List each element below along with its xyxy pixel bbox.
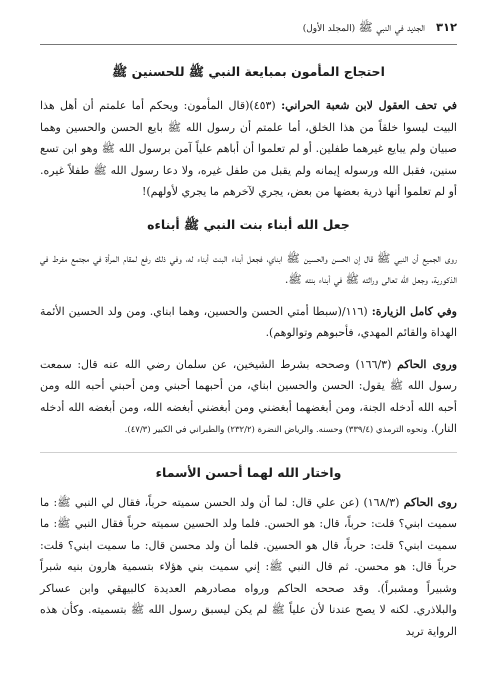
- section-heading-mamun: احتجاج المأمون بمبايعة النبي ﷺ للحسنين ﷺ: [112, 64, 385, 79]
- paragraph-text: (١٦٦/٣) وصححه بشرط الشيخين، عن سلمان رضي الله عنه قال: سمعت رسول الله ﷺ يقول: الحسن والحسين ابناي، من أحبهما أحبني ومن أحبني أحبه الله ومن أحبه الله أدخله الجنة، ومن أبغضهما أبغضني ومن أبغضني أبغضه الله، ومن أبغضه الله أدخله النار).: [40, 357, 457, 435]
- paragraph-sons-intro: [40, 248, 457, 291]
- paragraph-hakim-salman: [40, 354, 457, 442]
- source-note: ونحوه الترمذي (٣٣٩/٤) وحسنه. والرياض النضرة (٢٣٢/٢) والطبراني في الكبير (٤٧/٣).: [124, 425, 428, 435]
- paragraph-text: روى الجميع أن النبي ﷺ قال إن الحسن والحسين ﷺ ابناي، فجعل أبناء البنت أبناء له، وفي ذلك رفع لمقام المرأة في مجتمع مفرط في الذكورية، وجعل الله تعالى وراثته ﷺ في أبناء بنته ﷺ.: [40, 251, 457, 286]
- page-content: [40, 64, 457, 652]
- book-title: الجديد في النبي ﷺ: [358, 20, 425, 34]
- paragraph-hakim-names: [40, 492, 457, 643]
- paragraph-text: (١١٦/(سبطا أمتي الحسن والحسين، وهما ابناي. ومن ولد الحسين الأئمة الهداة والقائم المهدي، فأحبوهم وتوالوهم).: [40, 304, 457, 339]
- paragraph-text: (١٦٨/٣) (عن علي قال: لما أن ولد الحسن سميته حرباً، فقال لي النبي ﷺ: ما سميت ابني؟ قلت: حرباً، قال: هو الحسن. فلما ولد الحسين سميته حرباً فقال النبي ﷺ: ما سميت ابني؟ قلت: حرباً، قال هو الحسين. فلما أن ولد محسن قال: ما سميت ابني؟ قلت: حرباً قال: هو محسن. ثم قال النبي ﷺ: إني سميت بني هؤلاء بتسمية هارون بنيه شبراً وشبيراً ومشبراً). وقد صححه الحاكم ورواه مصادرهم العديدة كالبيهقي وابن عساكر والبلاذري. لكنه لا يصح عندنا لأن علياً ﷺ لم يكن ليسبق رسول الله ﷺ بتسميته. وكأن هذه الرواية تريد: [40, 495, 457, 638]
- paragraph-text: (٤٥٣)(قال المأمون: ويحكم أما علمتم أن أهل هذا البيت ليسوا خلقاً من هذا الخلق، أما علمتم أن رسول الله ﷺ بايع الحسن والحسين وهما صبيان ولم يبايع غيرهما طفلين. أو لم تعلموا أن أباهم علياً آمن برسول الله ﷺ وهو ابن تسع سنين، فقبل الله ورسوله إيمانه ولم يقبل من طفل غيره، ولا دعا رسول الله ﷺ طفلاً غيره. أو لم تعلموا أنها ذرية بعضها من بعض، يجري لآخرهم ما يجري لأولهم)!: [40, 99, 457, 198]
- header-title-line: [303, 20, 457, 37]
- page-header: [40, 14, 457, 45]
- page-number: ٣١٢: [435, 20, 457, 34]
- citation-lead: روى الحاكم: [403, 495, 457, 509]
- citation-lead: وروى الحاكم: [397, 357, 458, 371]
- citation-lead: في تحف العقول لابن شعبة الحراني:: [281, 99, 458, 112]
- section-divider: [40, 452, 457, 453]
- paragraph-kamil-ziyarat: [40, 301, 457, 344]
- section-heading-names: واختار الله لهما أحسن الأسماء: [155, 464, 342, 480]
- paragraph-tuhaf: [40, 95, 457, 203]
- section-heading-sons: جعل الله أبناء بنت النبي ﷺ أبناءه: [147, 216, 350, 232]
- volume-label: (المجلد الأول): [302, 24, 356, 34]
- citation-lead: وفي كامل الزيارة:: [371, 304, 457, 318]
